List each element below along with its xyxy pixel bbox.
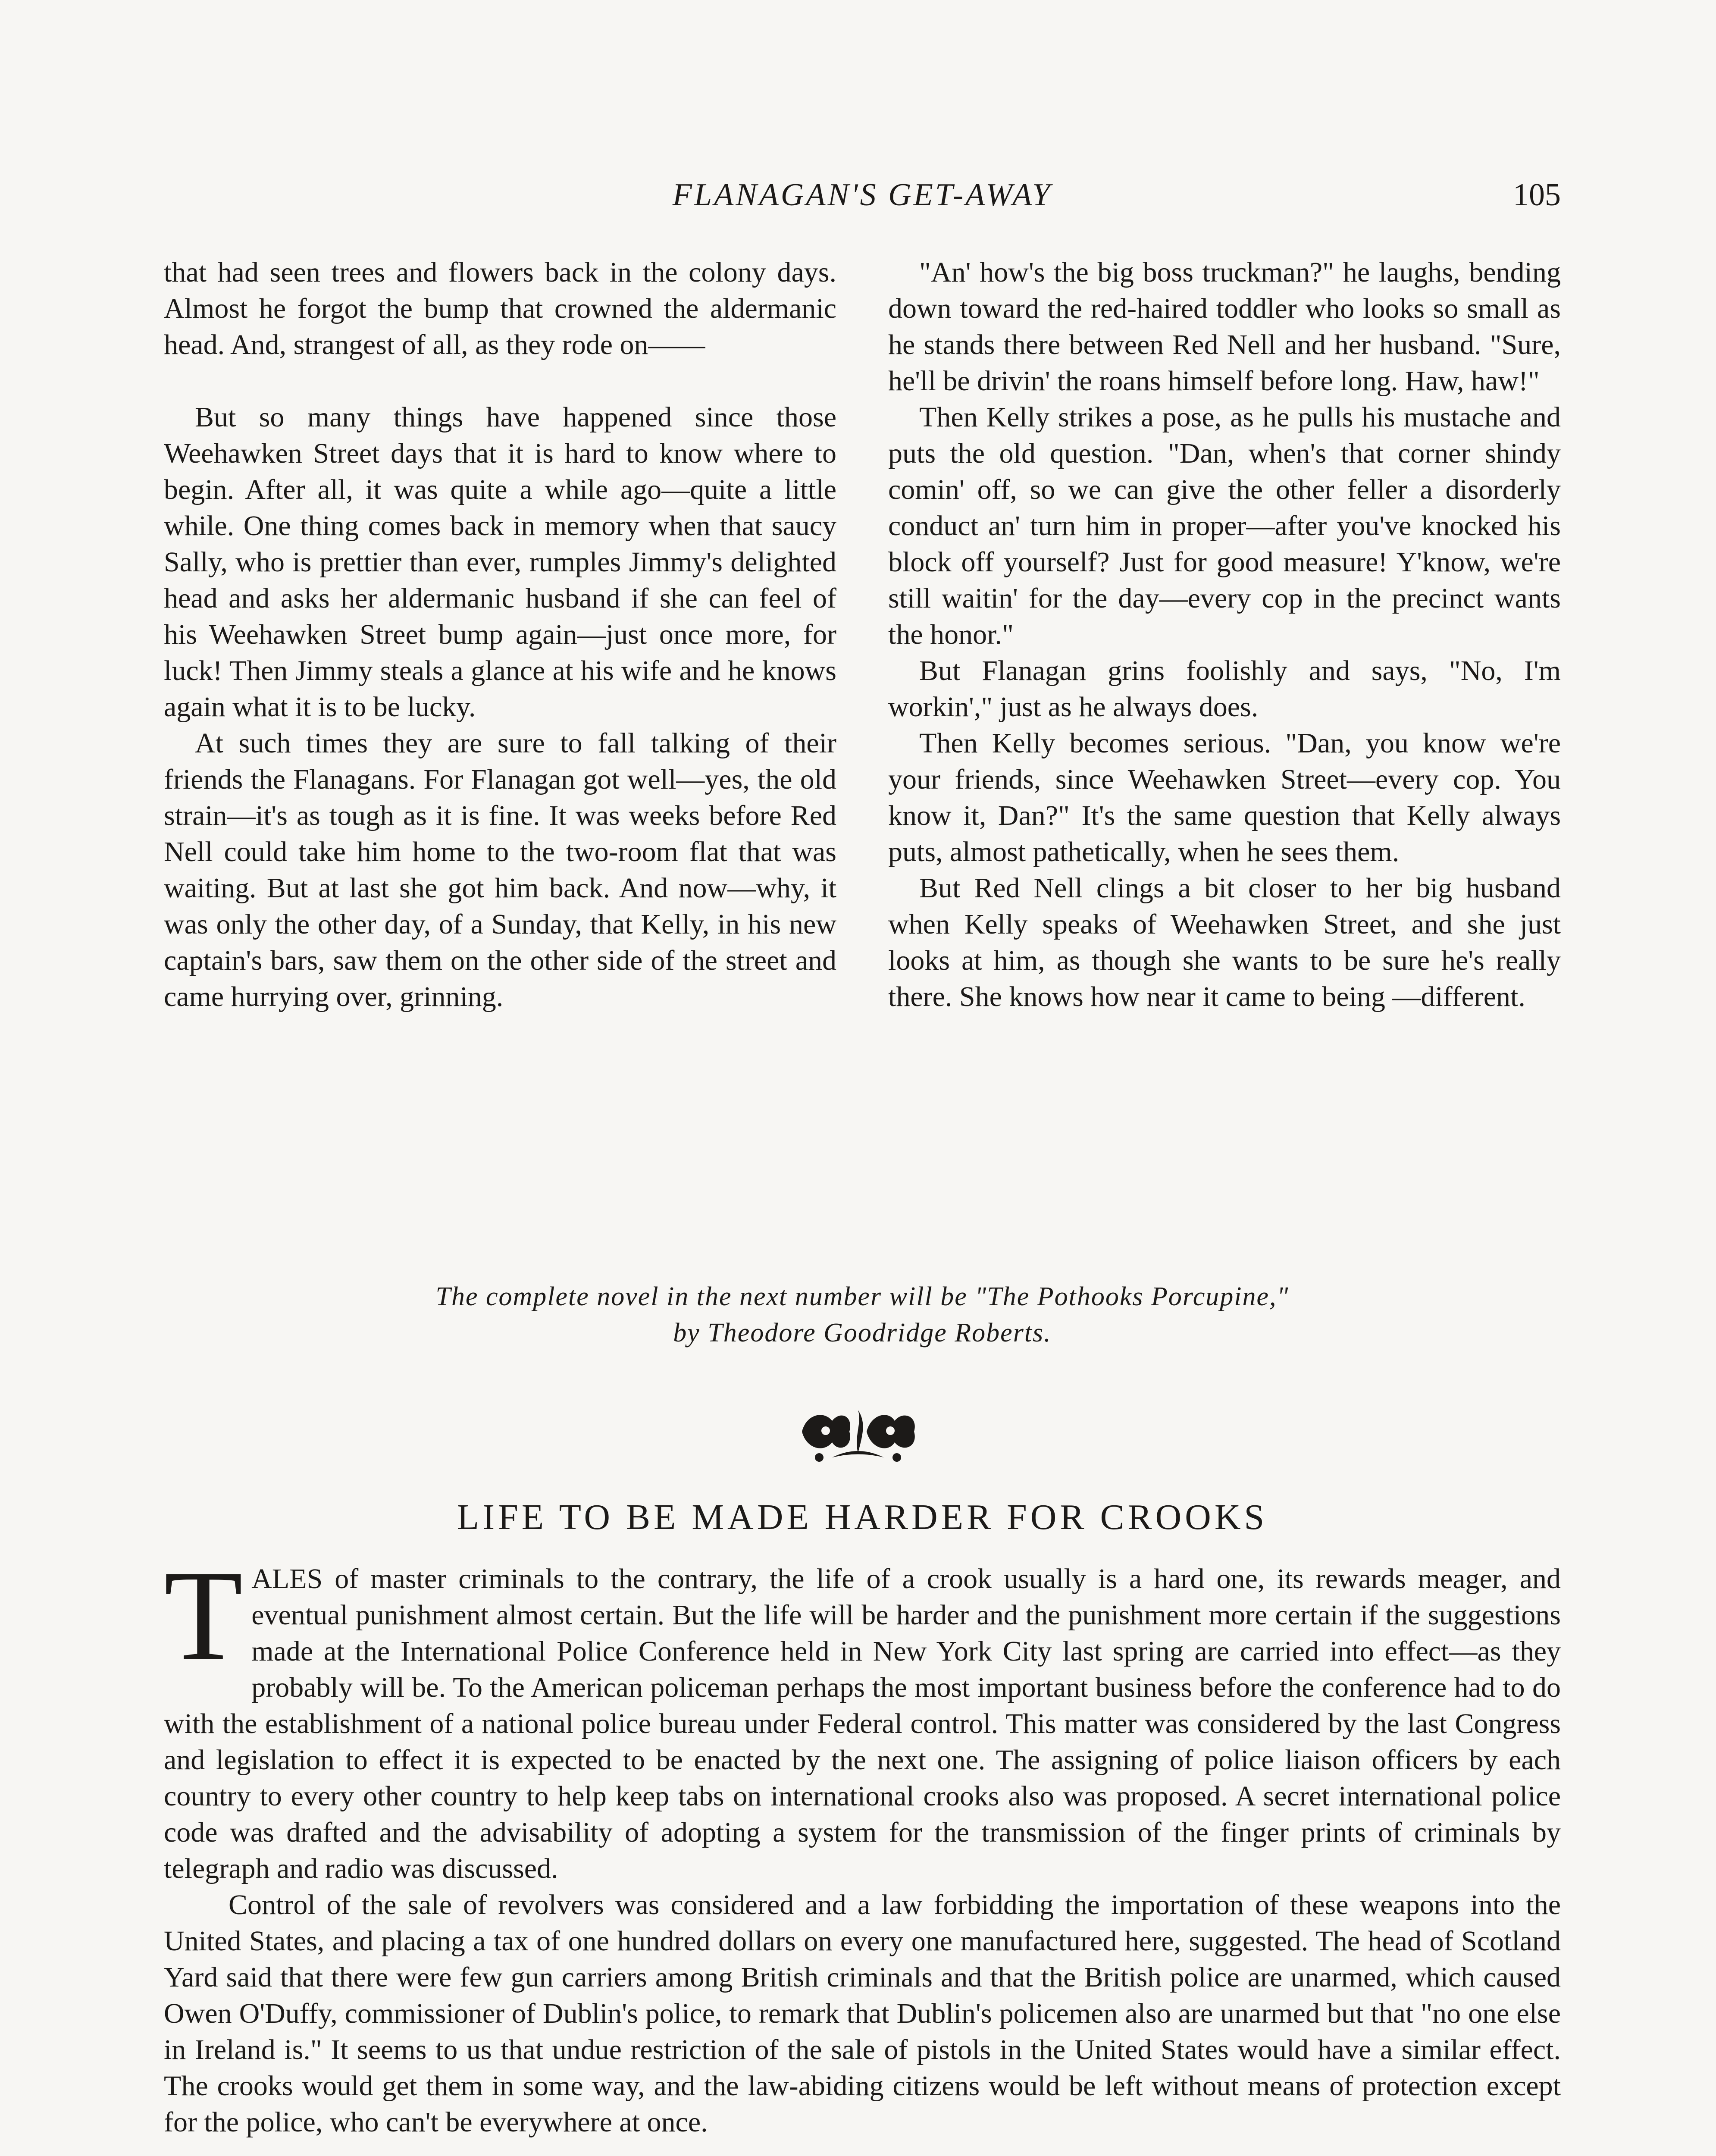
story-right-column <box>888 254 1561 1015</box>
running-head <box>164 177 1561 224</box>
drop-cap: T <box>164 1544 243 1687</box>
running-title: FLANAGAN'S GET-AWAY <box>672 177 1052 213</box>
notice-line: by Theodore Goodridge Roberts. <box>673 1318 1052 1348</box>
article-paragraph-text: ALES of master criminals to the contrary, the life of a crook usually is a hard one, its rewards meager, and eventual punishment almost certain. But the life will be harder and the punishment more certain if the suggestions made at the International Police Conference held in New York City last spring are carried into effect—as they probably will be. To the American policeman perhaps the most important business before the conference had to do with the establishment of a national police bureau under Federal control. This matter was considered by the last Congress and legislation to effect it is expected to be enacted by the next one. The assigning of police liaison officers by each country to every other country to help keep tabs on international crooks also was proposed. A secret international police code was drafted and the advisability of adopting a system for the transmission of the finger prints of criminals by telegraph and radio was discussed. <box>164 1563 1561 1884</box>
story-paragraph: But Flanagan grins foolishly and says, "No, I'm workin'," just as he always does. <box>888 655 1561 723</box>
story-columns <box>164 254 1561 1259</box>
next-number-notice <box>164 1279 1561 1351</box>
story-paragraph: But Red Nell clings a bit closer to her big husband when Kelly speaks of Weehawken Street, and she just looks at him, as though she wants to be sure he's really there. She knows how near it came to being —different. <box>888 872 1561 1012</box>
article-paragraph <box>164 1544 1561 1887</box>
page-number: 105 <box>1513 177 1561 213</box>
notice-line: The complete novel in the next number will be "The Pothooks Porcupine," <box>435 1282 1289 1311</box>
story-paragraph: Then Kelly strikes a pose, as he pulls his mustache and puts the old question. "Dan, when's that corner shindy comin' off, so we can give the other feller a disorderly conduct an' turn him in proper—after you've knocked his block off yourself? Just for good measure! Y'know, we're still waitin' for the day—every cop in the precinct wants the honor." <box>888 401 1561 650</box>
story-paragraph: Then Kelly becomes serious. "Dan, you know we're your friends, since Weehawken Street—every cop. You know it, Dan?" It's the same question that Kelly always puts, almost pathetically, when he sees them. <box>888 727 1561 868</box>
story-paragraph: At such times they are sure to fall talking of their friends the Flanagans. For Flanagan got well—yes, the old strain—it's as tough as it is fine. It was weeks before Red Nell could take him home to the two-room flat that was waiting. But at last she got him back. And now—why, it was only the other day, of a Sunday, that Kelly, in his new captain's bars, saw them on the other side of the street and came hurrying over, grinning. <box>164 727 836 1012</box>
floral-ornament-icon <box>793 1397 923 1466</box>
article-paragraph: Control of the sale of revolvers was considered and a law forbidding the importation of these weapons into the United States, and placing a tax of one hundred dollars on every one manufactured here, suggested. The head of Scotland Yard said that there were few gun carriers among British criminals and that the British police are unarmed, which caused Owen O'Duffy, commissioner of Dublin's police, to remark that Dublin's policemen also are unarmed but that "no one else in Ireland is." It seems to us that undue restriction of the sale of pistols in the United States would have a similar effect. The crooks would get them in some way, and the law-abiding citizens would be left without means of protection except for the police, who can't be everywhere at once. <box>164 1889 1561 2138</box>
story-paragraph: that had seen trees and flowers back in the colony days. Almost he forgot the bump that crowned the aldermanic head. And, strangest of all, as they rode on—— <box>164 257 836 360</box>
story-paragraph: But so many things have happened since those Weehawken Street days that it is hard to know where to begin. After all, it was quite a while ago—quite a little while. One thing comes back in memory when that saucy Sally, who is prettier than ever, rumples Jimmy's delighted head and asks her aldermanic husband if she can feel of his Weehawken Street bump again—just once more, for luck! Then Jimmy steals a glance at his wife and he knows again what it is to be lucky. <box>164 401 836 723</box>
article-title: LIFE TO BE MADE HARDER FOR CROOKS <box>457 1497 1268 1537</box>
story-paragraph: "An' how's the big boss truckman?" he laughs, bending down toward the red-haired toddler who looks so small as he stands there between Red Nell and her husband. "Sure, he'll be drivin' the roans himself before long. Haw, haw!" <box>888 257 1561 397</box>
story-left-column <box>164 254 836 1015</box>
article-body <box>164 1544 1561 2140</box>
